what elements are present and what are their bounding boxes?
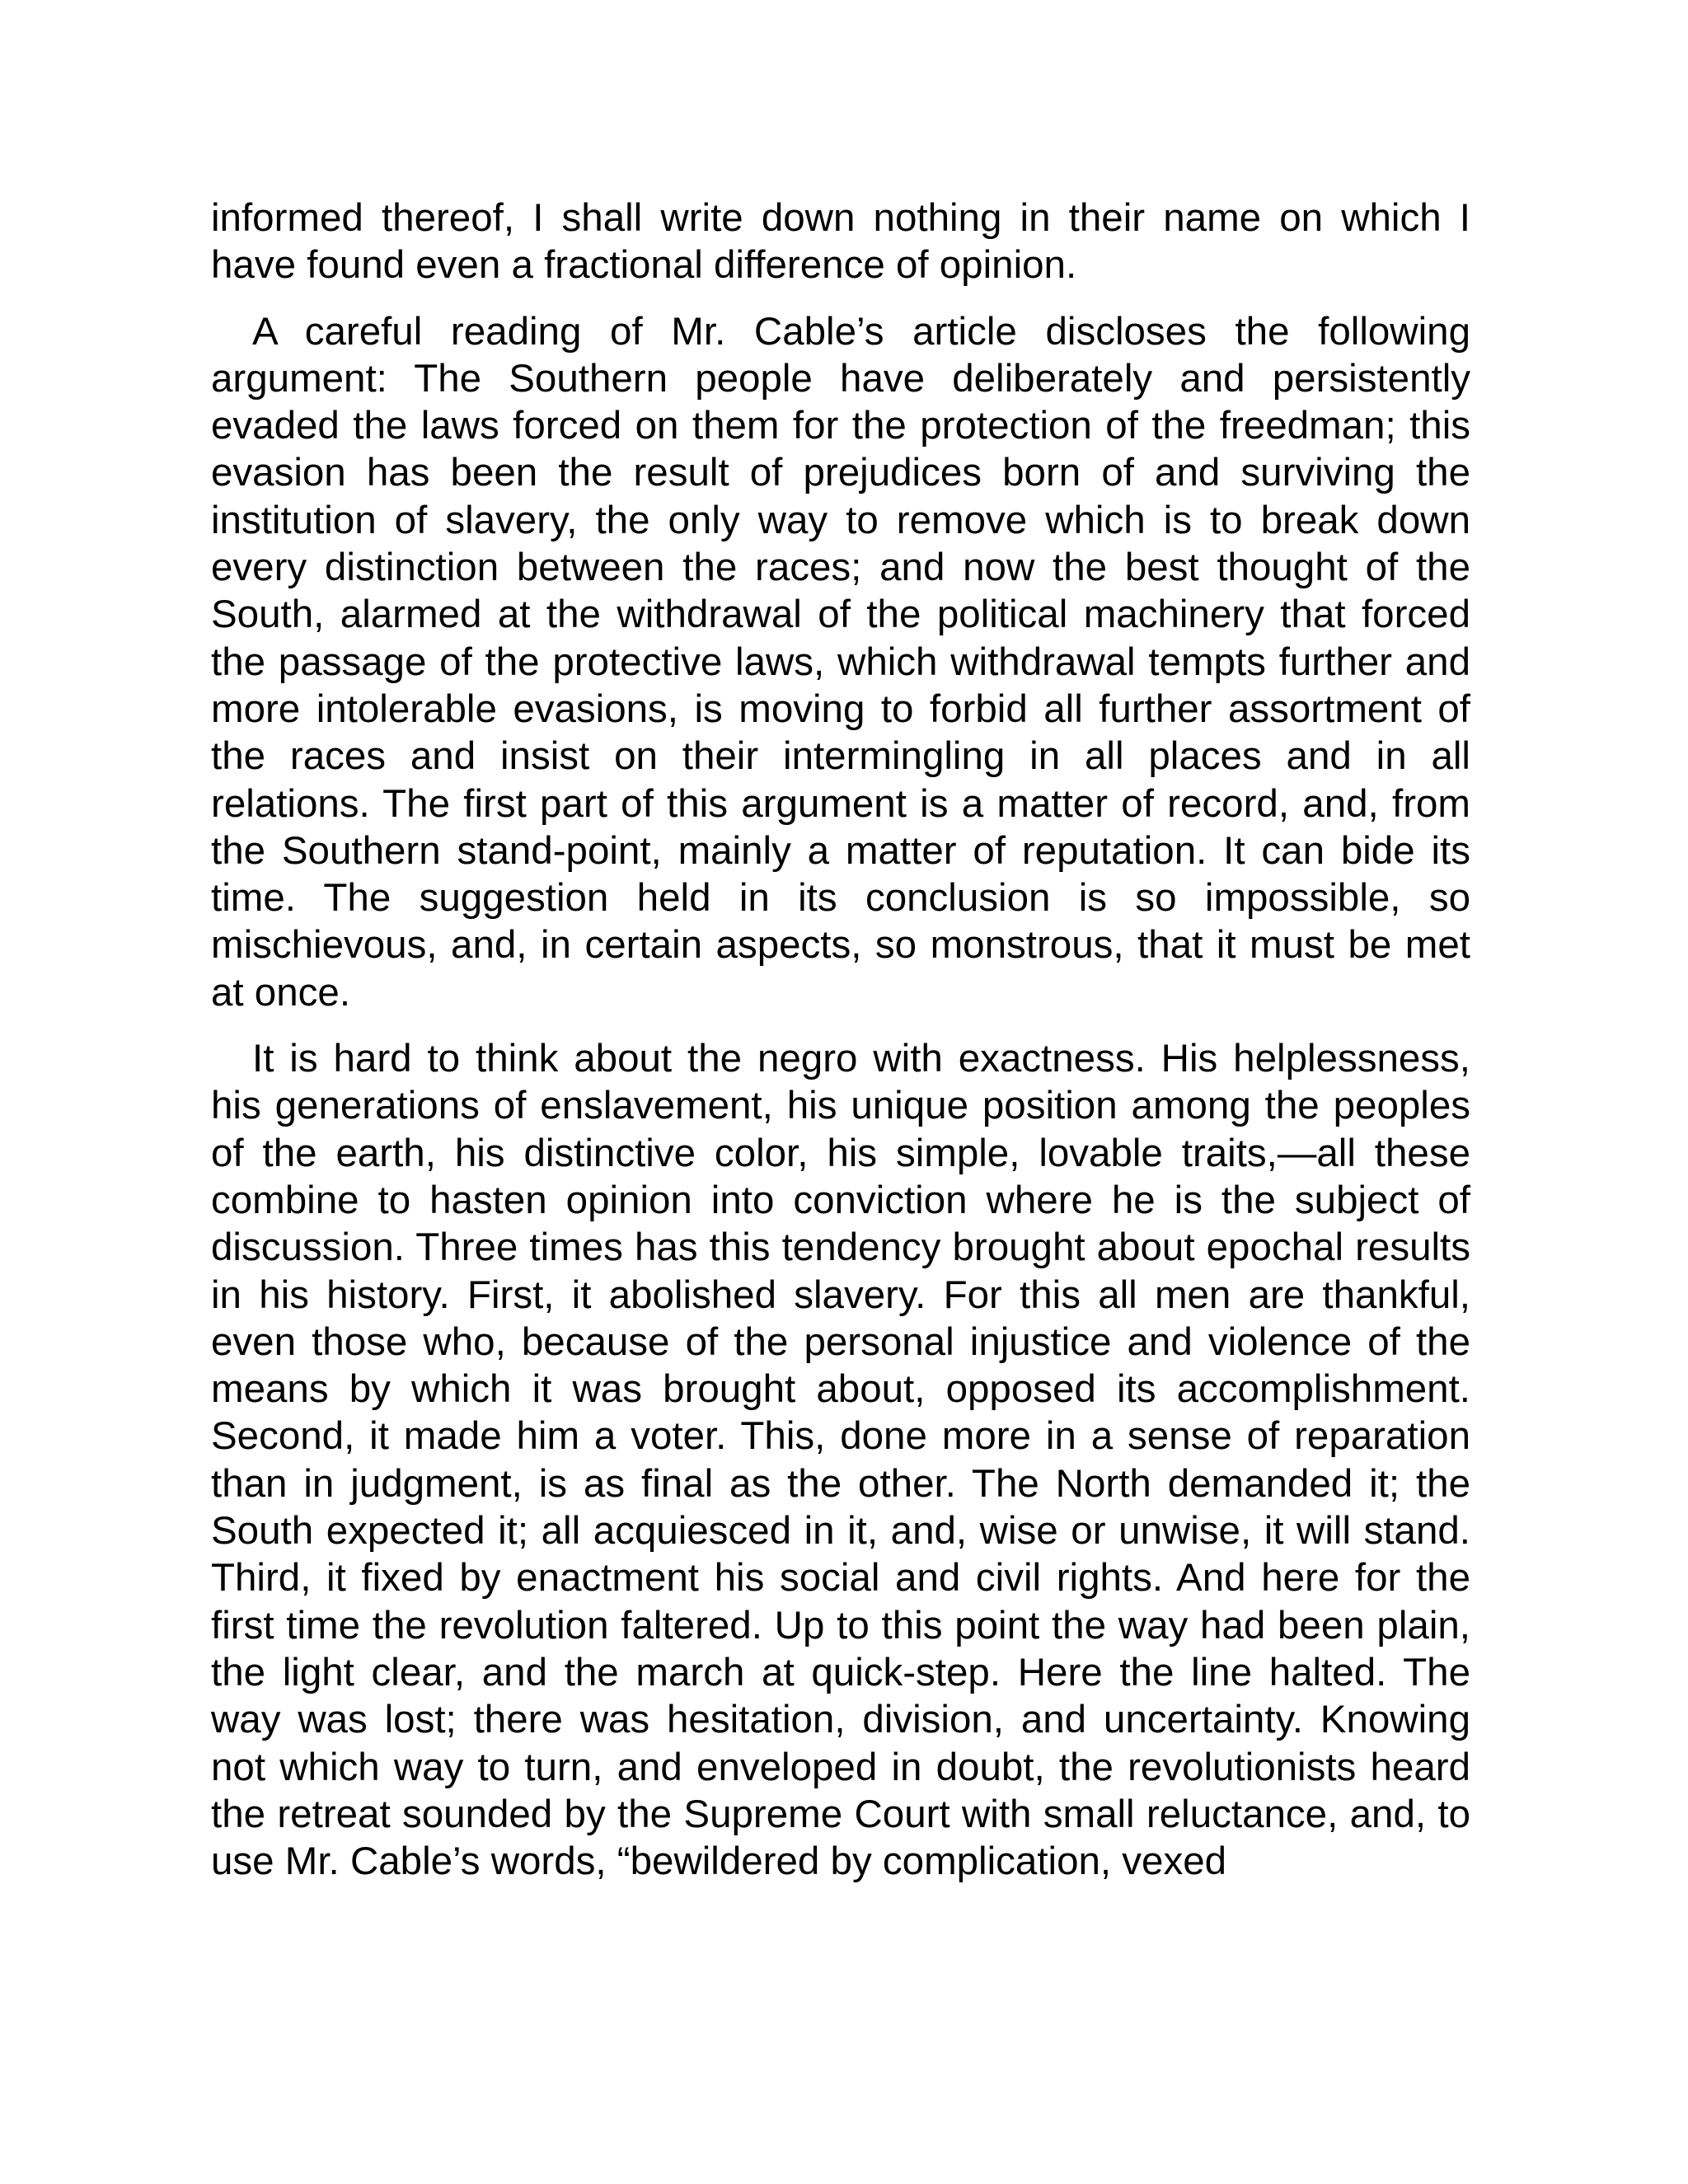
paragraph-continuation: informed thereof, I shall write down nothing in their name on which I have found even a fractional difference of opinion. [211, 196, 1470, 288]
document-page [211, 194, 1470, 1885]
paragraph-cable-argument: A careful reading of Mr. Cable’s article discloses the following argument: The Southern people have deliberately and persistently evaded the laws forced on them for the protection of the freedman; this evasion has been the result of prejudices born of and surviving the institution of slavery, the only way to remove which is to break down every distinction between the races; and now the best thought of the South, alarmed at the withdrawal of the political machinery that forced the passage of the protective laws, which withdrawal tempts further and more intolerable evasions, is moving to forbid all further assortment of the races and insist on their intermingling in all places and in all relations. The first part of this argument is a matter of record, and, from the Southern stand-point, mainly a matter of reputation. It can bide its time. The suggestion held in its conclusion is so impossible, so mischievous, and, in certain aspects, so monstrous, that it must be met at once. [211, 309, 1470, 1015]
paragraph-negro-exactness: It is hard to think about the negro with exactness. His helplessness, his generations of enslavement, his unique position among the peoples of the earth, his distinctive color, his simple, lovable traits,—all these combine to hasten opinion into conviction where he is the subject of discussion. Three times has this tendency brought about epochal results in his history. First, it abolished slavery. For this all men are thankful, even those who, because of the personal injustice and violence of the means by which it was brought about, opposed its accomplishment. Second, it made him a voter. This, done more in a sense of reparation than in judgment, is as final as the other. The North demanded it; the South expected it; all acquiesced in it, and, wise or unwise, it will stand. Third, it fixed by enactment his social and civil rights. And here for the first time the revolution faltered. Up to this point the way had been plain, the light clear, and the march at quick-step. Here the line halted. The way was lost; there was hesitation, division, and uncertainty. Knowing not which way to turn, and enveloped in doubt, the revolutionists heard the retreat sounded by the Supreme Court with small reluctance, and, to use Mr. Cable’s words, “bewildered by complication, vexed [211, 1037, 1470, 1884]
